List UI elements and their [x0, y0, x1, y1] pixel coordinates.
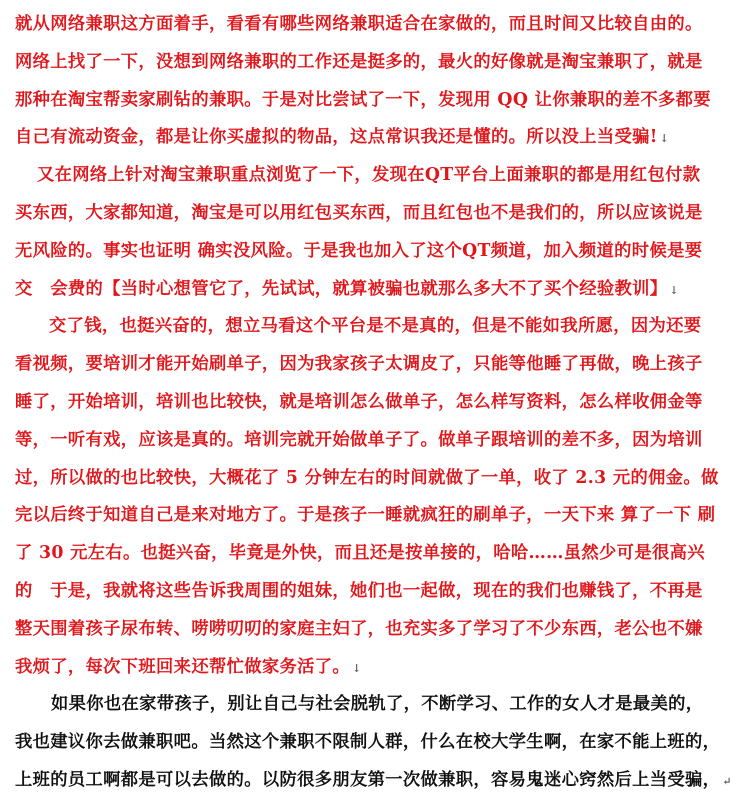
- text-line: 交 会费的【当时心想管它了，先试试，就算被骗也就那么多大不了买个经验教训】 ↓: [15, 278, 679, 299]
- paragraph-mark-icon: ↓: [659, 132, 670, 146]
- text-line: 睡了，开始培训，培训也比较快，就是培训怎么做单子，怎么样写资料，怎么样收佣金等: [15, 391, 703, 412]
- text-line: 的 于是，我就将这些告诉我周围的姐妹，她们也一起做，现在的我们也赚钱了，不再是: [15, 580, 703, 601]
- text-line: 过，所以做的也比较快，大概花了 5 分钟左右的时间就做了一单，收了 2.3 元的佣金。做: [15, 467, 719, 488]
- text-line: 我也建议你去做兼职吧。当然这个兼职不限制人群，什么在校大学生啊，在家不能上班的，: [15, 732, 721, 753]
- text-line: 如果你也在家带孩子，别让自己与社会脱轨了，不断学习、工作的女人才是最美的，: [51, 694, 704, 715]
- text-line: 买东西，大家都知道，淘宝是可以用红包买东西，而且红包也不是我们的，所以应该说是: [15, 202, 703, 223]
- paragraph-mark-icon: ↓: [669, 283, 679, 297]
- text-line: 了 30 元左右。也挺兴奋，毕竟是外快，而且还是按单接的，哈哈……虽然少可是很高兴: [15, 543, 705, 564]
- text-line: 那种在淘宝帮卖家刷钻的兼职。于是对比尝试了一下，发现用 QQ 让你兼职的差不多都要: [15, 89, 711, 110]
- paragraph-mark-icon: ↓: [352, 661, 362, 675]
- text-line: 完以后终于知道自己是来对地方了。于是孩子一睡就疯狂的刷单子，一天下来 算了一下 刷: [15, 505, 716, 526]
- text-line: 上班的员工啊都是可以去做的。以防很多朋友第一次做兼职，容易鬼迷心窍然后上当受骗， ↵: [15, 769, 732, 790]
- text-line: 我烦了，每次下班回来还帮忙做家务活了。 ↓: [15, 656, 362, 677]
- text-line: 等，一听有戏，应该是真的。培训完就开始做单子了。做单子跟培训的差不多，因为培训: [15, 429, 703, 450]
- document-body: [15, 6, 732, 800]
- text-line: 又在网络上针对淘宝兼职重点浏览了一下，发现在QT平台上面兼职的都是用红包付款: [37, 165, 701, 186]
- text-line: 就从网络兼职这方面着手，看看有哪些网络兼职适合在家做的，而且时间又比较自由的。: [15, 14, 703, 34]
- text-line: 看视频，要培训才能开始刷单子，因为我家孩子太调皮了，只能等他睡了再做，晚上孩子: [15, 354, 703, 375]
- text-line: 网络上找了一下，没想到网络兼职的工作还是挺多的，最火的好像就是淘宝兼职了，就是: [15, 51, 703, 72]
- text-line: 无风险的。事实也证明 确实没风险。于是我也加入了这个QT频道，加入频道的时候是要: [15, 240, 703, 261]
- text-line: 自己有流动资金，都是让你买虚拟的物品，这点常识我还是懂的。所以没上当受骗! ↓: [15, 127, 670, 148]
- paragraph-mark-icon: ↵: [722, 774, 732, 788]
- text-line: 整天围着孩子尿布转、唠唠叨叨的家庭主妇了，也充实多了学习了不少东西，老公也不嫌: [15, 618, 703, 639]
- text-line: 交了钱，也挺兴奋的，想立马看这个平台是不是真的，但是不能如我所愿，因为还要: [49, 316, 702, 337]
